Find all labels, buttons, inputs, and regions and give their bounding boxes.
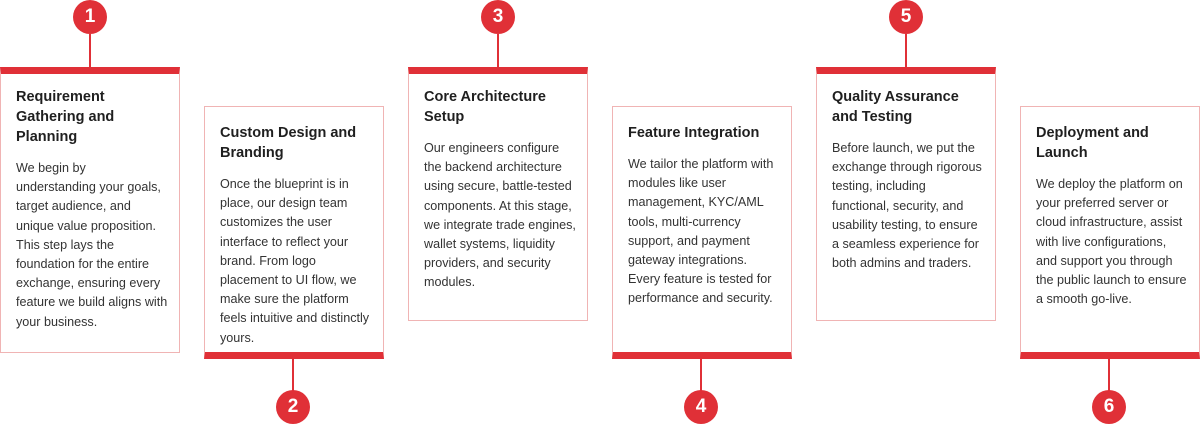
connector-line <box>292 359 294 391</box>
connector-line <box>700 359 702 391</box>
step-title: Quality Assurance and Testing <box>832 89 959 125</box>
step-card <box>204 106 384 359</box>
step-number-badge: 2 <box>276 390 310 424</box>
step-number-badge: 6 <box>1092 390 1126 424</box>
step-card <box>816 67 996 321</box>
connector-line <box>905 34 907 68</box>
step-3 <box>408 0 588 427</box>
step-title: Requirement Gathering and Planning <box>16 89 115 145</box>
step-card <box>408 67 588 321</box>
step-title: Feature Integration <box>628 125 760 141</box>
step-card <box>1020 106 1200 359</box>
step-title: Core Architecture Setup <box>424 89 546 125</box>
step-card <box>612 106 792 359</box>
step-description: We deploy the platform on your preferred server or cloud infrastructure, assist with live configurations, and support you through the public launch to ensure a smooth go-live. <box>1036 177 1187 307</box>
connector-line <box>1108 359 1110 391</box>
step-number-badge: 4 <box>684 390 718 424</box>
connector-line <box>497 34 499 68</box>
step-1 <box>0 0 180 427</box>
step-6 <box>1020 0 1200 427</box>
connector-line <box>89 34 91 68</box>
step-title: Deployment and Launch <box>1036 125 1149 161</box>
step-2 <box>204 0 384 427</box>
step-card <box>0 67 180 353</box>
step-description: Our engineers configure the backend architecture using secure, battle-tested components. At this stage, we integrate trade engines, wallet systems, liquidity providers, and security modules. <box>424 141 576 290</box>
step-description: We tailor the platform with modules like user management, KYC/AML tools, multi-currency support, and payment gateway integrations. Every feature is tested for performance and security. <box>628 157 774 306</box>
step-4 <box>612 0 792 427</box>
step-5 <box>816 0 996 427</box>
step-number-badge: 5 <box>889 0 923 34</box>
step-number-badge: 3 <box>481 0 515 34</box>
step-description: Once the blueprint is in place, our design team customizes the user interface to reflect your brand. From logo placement to UI flow, we make sure the platform feels intuitive and distinctly yours. <box>220 177 370 345</box>
step-number-badge: 1 <box>73 0 107 34</box>
step-title: Custom Design and Branding <box>220 125 357 161</box>
step-description: We begin by understanding your goals, target audience, and unique value proposition. This step lays the foundation for the entire exchange, ensuring every feature we build aligns with your business. <box>16 161 168 329</box>
step-description: Before launch, we put the exchange through rigorous testing, including functional, security, and usability testing, to ensure a seamless experience for both admins and traders. <box>832 141 982 271</box>
